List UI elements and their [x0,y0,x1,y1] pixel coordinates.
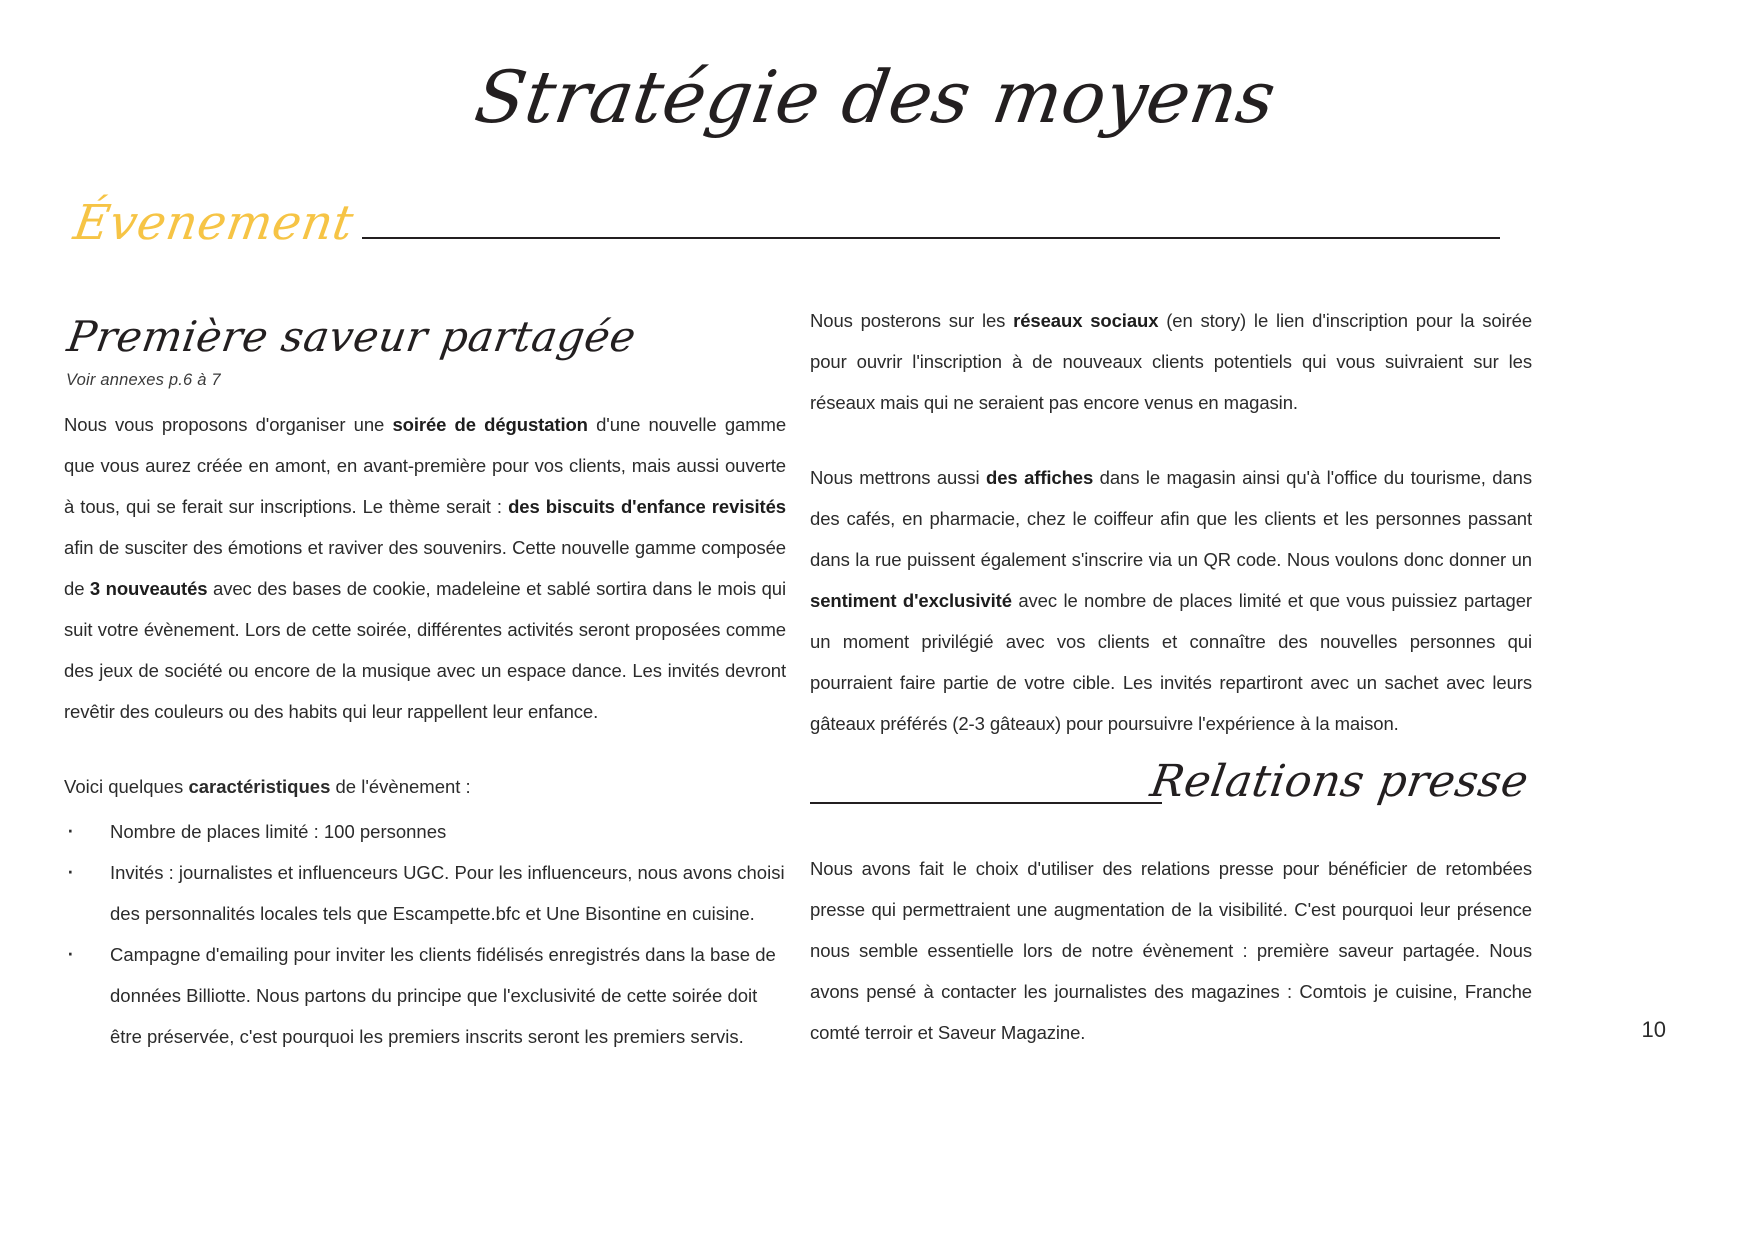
subsection-heading-relations-presse: Relations presse [1146,756,1533,807]
bold-sentiment-exclusivite: sentiment d'exclusivité [810,590,1012,611]
text-run: dans le magasin ainsi qu'à l'office du tourisme, dans des cafés, en pharmacie, chez le coiffeur afin que les clients et les personnes passant dans la rue puissent également s'inscrire via un QR code. Nous voulons donc donner un [810,467,1532,570]
list-item: · Nombre de places limité : 100 personnes [64,811,786,852]
bold-caracteristiques: caractéristiques [188,776,331,797]
text-run: Nous vous proposons d'organiser une [64,414,393,435]
text-run: avec le nombre de places limité et que vous puissiez partager un moment privilégié avec vos clients et connaître des nouvelles personnes qui pourraient faire partie de votre cible. Les invités repartiront avec un sachet avec leurs gâteaux préférés (2-3 gâteaux) pour poursuivre l'expérience à la maison. [810,590,1532,734]
section-divider-rule [362,237,1500,239]
bold-biscuits-enfance: des biscuits d'enfance revisités [508,496,786,517]
bold-3-nouveautes: 3 nouveautés [89,578,208,599]
text-run: Nous posterons sur les [810,310,1014,331]
left-column [64,300,786,1057]
text-run: (en story) le lien d'inscription pour la soirée pour ouvrir l'inscription à de nouveaux clients potentiels qui vous suivraient sur les réseaux mais qui ne seraient pas encore venus en magasin. [810,310,1533,413]
right-paragraph-3: Nous avons fait le choix d'utiliser des relations presse pour bénéficier de retombées presse qui permettraient une augmentation de la visibilité. C'est pourquoi leur présence nous semble essentielle lors de notre évènement : première saveur partagée. Nous avons pensé à contacter les journalistes des magazines : Comtois je cuisine, Franche comté terroir et Saveur Magazine. [810,858,1532,1043]
page-number: 10 [1641,1017,1666,1042]
press-heading-block [810,756,1533,848]
list-item: · Campagne d'emailing pour inviter les clients fidélisés enregistrés dans la base de données Billiotte. Nous partons du principe que l'exclusivité de cette soirée doit être préservée, c'est pourquoi les premiers inscrits seront les premiers servis. [64,934,786,1057]
text-run: Nous mettrons aussi [810,467,987,488]
list-intro-line [64,766,786,807]
left-paragraph-1 [64,404,786,732]
bold-des-affiches: des affiches [986,467,1094,488]
section-heading-evenement: Évenement [70,195,358,251]
annex-reference-note: Voir annexes p.6 à 7 [66,371,221,389]
list-item: · Invités : journalistes et influenceurs UGC. Pour les influenceurs, nous avons choisi des personnalités locales tels que Escampette.bfc et Une Bisontine en cuisine. [64,852,786,934]
right-paragraph-2 [810,457,1532,744]
text-run: Voici quelques [64,776,189,797]
bold-reseaux-sociaux: réseaux sociaux [1013,310,1159,331]
subsection-heading-premiere-saveur: Première saveur partagée [64,312,640,361]
press-divider-rule [810,802,1162,804]
right-paragraph-1 [810,300,1532,423]
characteristics-list [64,811,786,1057]
text-run: avec des bases de cookie, madeleine et sablé sortira dans le mois qui suit votre évènement. Lors de cette soirée, différentes activités seront proposées comme des jeux de société ou encore de la musique avec un espace dance. Les invités devront revêtir des couleurs ou des habits qui leur rappellent leur enfance. [64,578,786,722]
text-run: afin de susciter des émotions et raviver des souvenirs. Cette nouvelle gamme composée de [64,537,786,599]
bold-soiree-degustation: soirée de dégustation [392,414,588,435]
right-column [810,300,1532,1087]
page-title: Stratégie des moyens [469,55,1282,139]
text-run: de l'évènement : [330,776,471,797]
text-run: d'une nouvelle gamme que vous aurez créée en amont, en avant-première pour vos clients, mais aussi ouverte à tous, qui se ferait sur inscriptions. Le thème serait : [64,414,787,517]
